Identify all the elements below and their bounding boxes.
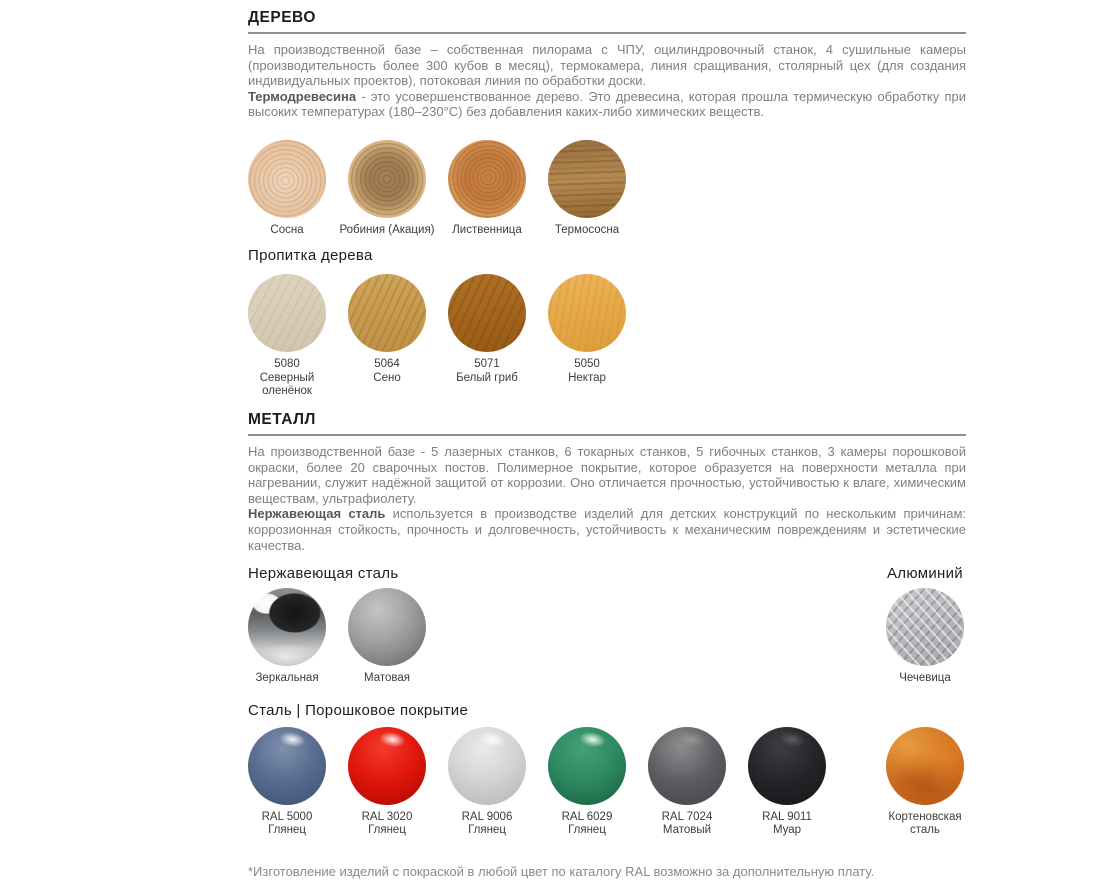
ral-9006-code: RAL 9006 (461, 810, 513, 823)
ral-swatch-9011 (737, 727, 837, 838)
impregnation-5071-name: Белый гриб (456, 371, 518, 384)
stainless-group (248, 565, 884, 686)
impregnation-5050-code: 5050 (574, 358, 600, 371)
matte-steel-image (348, 588, 426, 666)
impregnation-5071-label (437, 358, 537, 385)
larch-label: Лиственница (452, 223, 522, 236)
ral-3020-image (348, 727, 426, 805)
metal-section-title: МЕТАЛЛ (248, 410, 316, 428)
impregnation-title: Пропитка дерева (248, 247, 373, 265)
ral-swatch-6029 (537, 727, 637, 838)
powder-group (248, 702, 884, 838)
thermopine-swatch-image (548, 140, 626, 218)
impregnation-5071-image (448, 274, 526, 352)
ral-9011-finish: Муар (772, 824, 802, 837)
ral-7024-image (648, 727, 726, 805)
corten-group (884, 702, 966, 838)
ral-5000-label (237, 811, 337, 838)
ral-9011-image (748, 727, 826, 805)
thermowood-term: Термодревесина (248, 88, 357, 104)
wood-section (248, 9, 966, 399)
matte-steel-label: Матовая (364, 672, 410, 685)
impregnation-5080-label (237, 358, 337, 399)
corten-steel-label: Кортеновская сталь (888, 810, 962, 837)
impregnation-5080-image (248, 274, 326, 352)
page-content (248, 0, 966, 879)
ral-3020-code: RAL 3020 (361, 810, 413, 823)
ral-6029-code: RAL 6029 (561, 810, 613, 823)
powder-corten-row (248, 702, 966, 838)
impregnation-5080-code: 5080 (274, 358, 300, 371)
impregnation-5064-image (348, 274, 426, 352)
thermowood-text: - это усовершенствованное дерево. Это древесина, которая прошла термическую обработку при высоких температурах (180–230°С) без добавления каких-либо химических веществ. (248, 88, 966, 120)
ral-footnote: *Изготовление изделий с покраской в любой цвет по каталогу RAL возможно за дополнительную плату. (248, 863, 875, 879)
robinia-label: Робиния (Акация) (339, 223, 435, 236)
impregnation-5050-name: Нектар (568, 371, 606, 384)
ral-5000-finish: Глянец (268, 824, 306, 837)
ral-7024-finish: Матовый (662, 824, 712, 837)
aluminum-lentil-image (886, 588, 964, 666)
wood-swatch-pine (237, 140, 337, 238)
ral-9006-image (448, 727, 526, 805)
impregnation-5071-code: 5071 (474, 358, 500, 371)
ral-5000-image (248, 727, 326, 805)
ral-row (237, 727, 884, 838)
wood-swatch-thermopine (537, 140, 637, 238)
impregnation-5064-code: 5064 (374, 358, 400, 371)
powder-coating-title: Сталь | Порошковое покрытие (248, 701, 469, 719)
impregnation-row (237, 274, 966, 399)
stainless-text: используется в производстве изделий для детских конструкций по нескольким причинам: коррозионная стойкость, прочность и долговечность, устойчивость к механическим повреждениям и эстетические качества. (248, 506, 966, 553)
wood-intro-text: На производственной базе – собственная пилорама с ЧПУ, оцилиндровочный станок, 4 сушильные камеры (производительность более 300 кубов в месяц), термокамера, линия сращивания, столярный цех (для создания индивидуальных проектов), потоковая линия по обработки доски. (248, 42, 966, 89)
metal-section (248, 411, 966, 879)
ral-swatch-5000 (237, 727, 337, 838)
ral-9006-finish: Глянец (468, 824, 506, 837)
aluminum-lentil-label: Чечевица (899, 672, 951, 685)
impregnation-swatch-5064 (337, 274, 437, 399)
robinia-swatch-image (348, 140, 426, 218)
mirror-steel-image (248, 588, 326, 666)
larch-swatch-image (448, 140, 526, 218)
impregnation-5064-label (337, 358, 437, 385)
stainless-term: Нержавеющая сталь (248, 506, 386, 522)
aluminum-title: Алюминий (887, 565, 963, 583)
ral-6029-finish: Глянец (568, 824, 606, 837)
wood-swatch-larch (437, 140, 537, 238)
ral-6029-label (537, 811, 637, 838)
wood-species-row (237, 140, 966, 238)
impregnation-5064-name: Сено (373, 371, 401, 384)
impregnation-5050-label (537, 358, 637, 385)
metal-section-divider (248, 434, 966, 436)
ral-9011-code: RAL 9011 (762, 810, 812, 823)
pine-swatch-image (248, 140, 326, 218)
wood-section-divider (248, 32, 966, 34)
mirror-steel-label: Зеркальная (255, 672, 319, 685)
stainless-title: Нержавеющая сталь (248, 565, 399, 583)
ral-5000-code: RAL 5000 (261, 810, 313, 823)
wood-section-title: ДЕРЕВО (248, 9, 316, 26)
thermopine-label: Термососна (554, 223, 620, 236)
ral-7024-label (637, 811, 737, 838)
stainless-row (237, 588, 884, 686)
ral-9011-label (737, 811, 837, 838)
ral-3020-finish: Глянец (368, 824, 406, 837)
metal-intro-text: На производственной базе - 5 лазерных станков, 6 токарных станков, 5 гибочных станков, 3 камеры порошковой окраски, более 20 сварочных постов. Полимерное покрытие, которое образуется на поверхности металла при нагревании, служит надёжной защитой от коррозии. Оно отличается прочностью, устойчивостью к влаге, химическим веществам, ультрафиолету. (248, 443, 966, 506)
impregnation-swatch-5050 (537, 274, 637, 399)
impregnation-5050-image (548, 274, 626, 352)
ral-swatch-3020 (337, 727, 437, 838)
impregnation-5080-name: Северный оленёнок (259, 371, 315, 398)
ral-7024-code: RAL 7024 (661, 810, 713, 823)
wood-intro-paragraph (248, 42, 966, 120)
ral-6029-image (548, 727, 626, 805)
ral-swatch-7024 (637, 727, 737, 838)
impregnation-swatch-5080 (237, 274, 337, 399)
impregnation-swatch-5071 (437, 274, 537, 399)
stainless-aluminum-row (248, 565, 966, 686)
ral-swatch-9006 (437, 727, 537, 838)
ral-3020-label (337, 811, 437, 838)
metal-intro-paragraph (248, 444, 966, 553)
pine-label: Сосна (270, 223, 304, 236)
stainless-swatch-matte (337, 588, 437, 686)
corten-steel-image (886, 727, 964, 805)
aluminum-group (884, 565, 966, 686)
stainless-swatch-mirror (237, 588, 337, 686)
wood-swatch-robinia (337, 140, 437, 238)
ral-9006-label (437, 811, 537, 838)
